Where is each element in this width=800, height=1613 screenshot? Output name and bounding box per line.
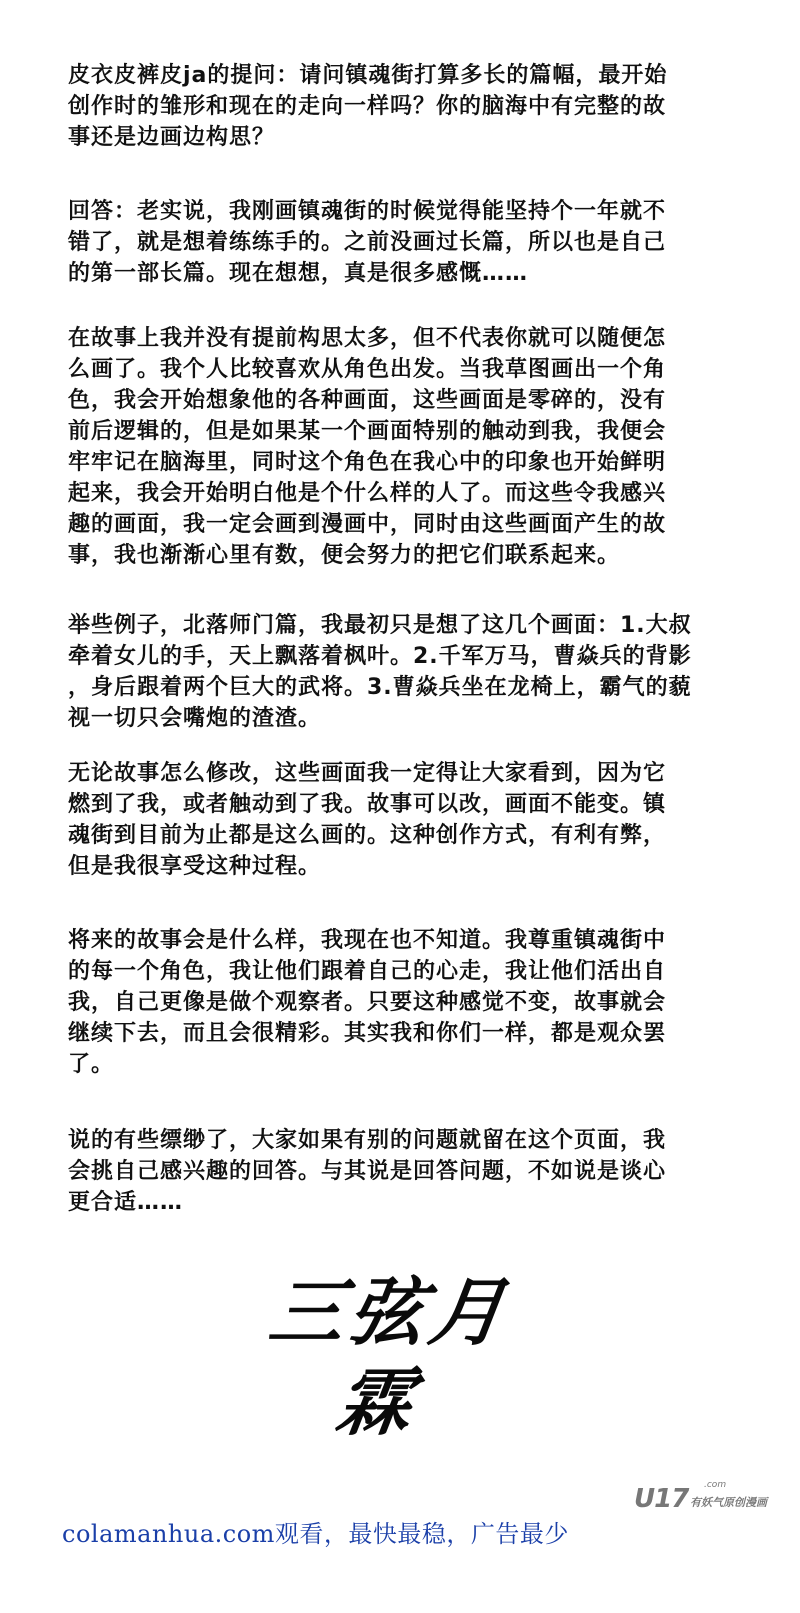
- u17-logo-slogan: 有妖气原创漫画: [690, 1496, 767, 1509]
- answer-paragraph-2: 举些例子，北落师门篇，我最初只是想了这几个画面：1.大叔 牵着女儿的手，天上飘落着枫叶。2.千军万马，曹焱兵的背影 ，身后跟着两个巨大的武将。3.曹焱兵坐在龙椅上，霸气的藐 视一切只会嘴炮的渣渣。: [68, 613, 692, 731]
- u17-logo-suffix: .com: [704, 1480, 727, 1490]
- author-signature: 三弦月霖: [263, 1270, 517, 1446]
- answer-paragraph-4: 将来的故事会是什么样，我现在也不知道。我尊重镇魂街中 的每一个角色，我让他们跟着自己的心走，我让他们活出自 我，自己更像是做个观察者。只要这种感觉不变，故事就会 继续下去，而且会很精彩。其实我和你们一样，都是观众罢 了。: [68, 928, 667, 1077]
- answer-paragraph-1: 在故事上我并没有提前构思太多，但不代表你就可以随便怎 么画了。我个人比较喜欢从角色出发。当我草图画出一个角 色，我会开始想象他的各种画面，这些画面是零碎的，没有 前后逻辑的，但是如果某一个画面特别的触动到我，我便会 牢牢记在脑海里，同时这个角色在我心中的印象也开始鲜明 起来，我会开始明白他是个什么样的人了。而这些令我感兴 趣的画面，我一定会画到漫画中，同时由这些画面产生的故 事，我也渐渐心里有数，便会努力的把它们联系起来。: [68, 326, 667, 568]
- answer-paragraph-5: 说的有些缥缈了，大家如果有别的问题就留在这个页面，我 会挑自己感兴趣的回答。与其说是回答问题，不如说是谈心 更合适……: [68, 1128, 667, 1215]
- reader-question: 皮衣皮裤皮ja的提问：请问镇魂街打算多长的篇幅，最开始 创作时的雏形和现在的走向一样吗？你的脑海中有完整的故 事还是边画边构思？: [68, 63, 668, 150]
- site-watermark: colamanhua.com观看，最快最稳，广告最少: [62, 1520, 569, 1548]
- answer-intro: 回答：老实说，我刚画镇魂街的时候觉得能坚持个一年就不 错了，就是想着练练手的。之前没画过长篇，所以也是自己 的第一部长篇。现在想想，真是很多感慨……: [68, 199, 667, 286]
- u17-logo: [634, 1480, 784, 1514]
- answer-paragraph-3: 无论故事怎么修改，这些画面我一定得让大家看到，因为它 燃到了我，或者触动到了我。故事可以改，画面不能变。镇 魂街到目前为止都是这么画的。这种创作方式，有利有弊， 但是我很享受这种过程。: [68, 761, 667, 879]
- u17-logo-mark: U17: [634, 1484, 689, 1514]
